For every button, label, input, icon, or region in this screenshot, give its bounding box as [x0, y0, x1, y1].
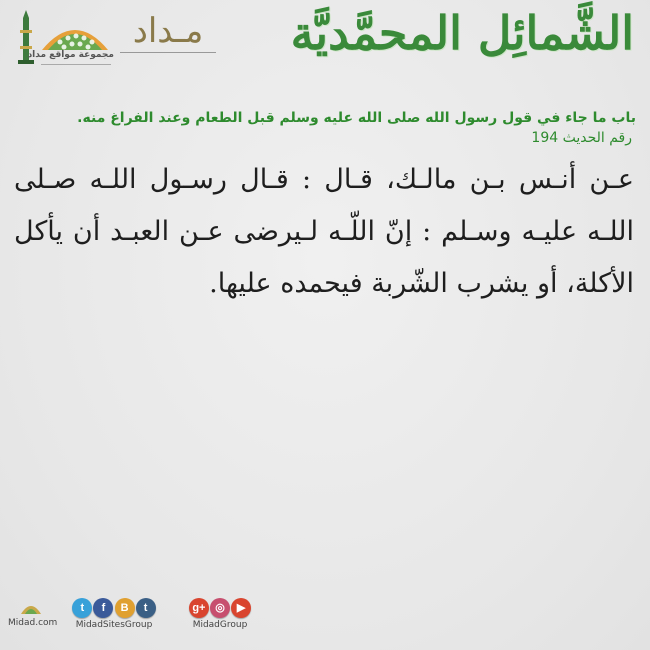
chapter-title: باب ما جاء في قول رسول الله صلى الله عليه وسلم قبل الطعام وعند الفراغ منه. [77, 110, 636, 126]
midad-logo-word: مـداد [132, 11, 204, 51]
group-logo-url-strip [38, 62, 114, 67]
footer [0, 596, 650, 650]
hadith-number: رقم الحديث 194 [531, 130, 632, 146]
instagram-icon[interactable]: ◎ [210, 598, 230, 618]
youtube-icon[interactable]: ▶ [231, 598, 251, 618]
footer-site[interactable] [8, 596, 58, 628]
midad-logo[interactable] [118, 11, 218, 70]
header [0, 0, 650, 100]
footer-sites-group-label: MidadSitesGroup [75, 620, 153, 630]
dome-pattern-icon [40, 16, 110, 50]
group-logo-name: مجموعة مواقع مداد [27, 50, 114, 60]
footer-sites-group [66, 596, 162, 630]
tumblr-icon[interactable]: t [136, 598, 156, 618]
footer-group-label: MidadGroup [192, 620, 248, 630]
twitter-icon[interactable]: t [72, 598, 92, 618]
google-plus-icon[interactable]: g+ [189, 598, 209, 618]
facebook-icon[interactable]: f [93, 598, 113, 618]
blogger-icon[interactable]: B [115, 598, 135, 618]
footer-group [180, 596, 260, 630]
group-logo[interactable] [8, 8, 118, 70]
hadith-text: عـن أنـس بـن مالـك، قـال : قـال رسـول اللـه صـلى اللـه عليـه وسـلم : إنّ اللّـه لـيرضى عـن العبـد أن يأكل الأكلة، أو يشرب الشّربة فيحمده عليها. [14, 164, 634, 299]
book-title: الشَّمائِل المحمَّديَّة [290, 6, 634, 60]
midad-logo-tagline [118, 50, 218, 57]
midad-mini-logo-icon [18, 596, 44, 616]
footer-site-label: Midad.com [8, 618, 58, 628]
